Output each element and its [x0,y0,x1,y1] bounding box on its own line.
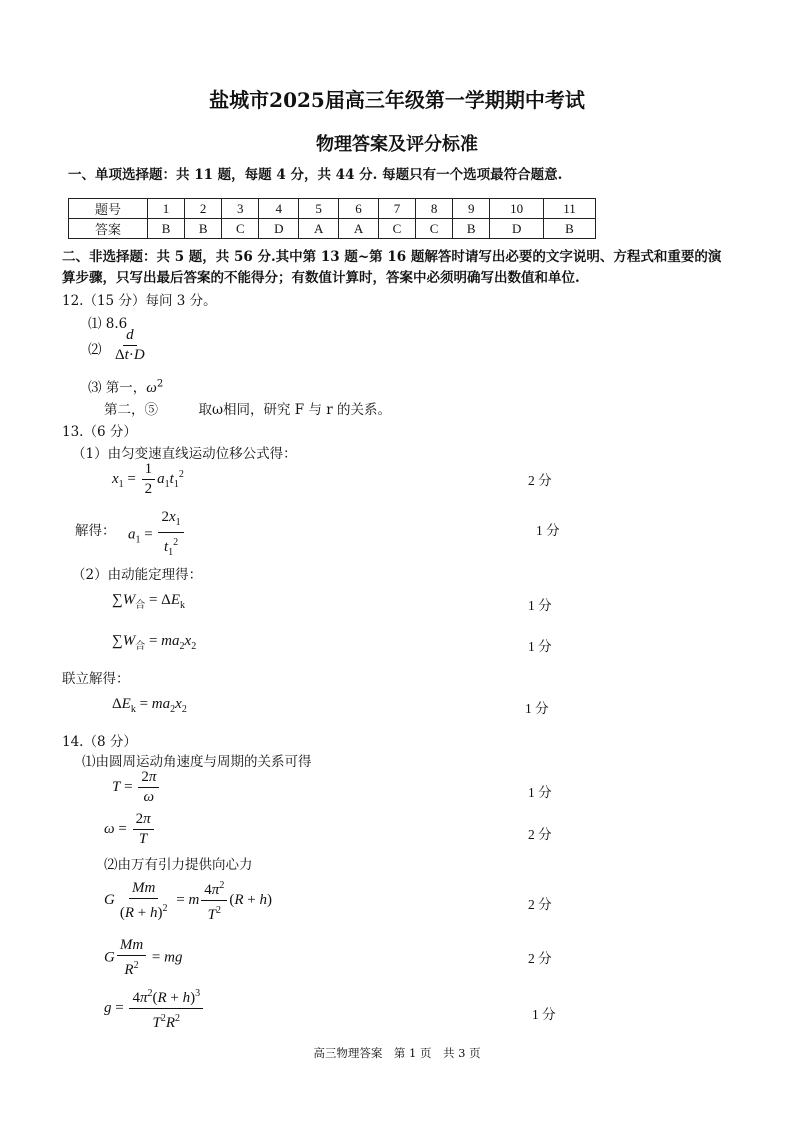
q14-formula-gravity: G $\frac{Mm}{(R + h)^2}$ = m $\frac{4\pi^2}{T^2}$ (R + h) [104,876,272,925]
subscript-k: k [130,704,136,715]
table-cell: 10 [490,199,544,219]
score: 1 分 [525,701,549,716]
q14-formula-gm: G $\frac{Mm}{R^2}$ = mg [104,937,183,978]
q12-part3-label: ⑶ 第一， [88,380,147,396]
q13-step2: （2）由动能定理得： [72,567,203,583]
table-cell: 4 [259,199,299,219]
score: 1 分 [532,1007,556,1022]
score: 2 分 [528,827,552,842]
table-row [69,199,596,219]
table-cell: 5 [299,199,339,219]
table-cell: 2 [185,199,222,219]
subscript-he: 合 [135,600,146,611]
table-cell: D [490,219,544,239]
table-header-number: 题号 [69,199,148,219]
score: 2 分 [528,473,552,488]
page-footer: 高三物理答案 第 1 页 共 3 页 [313,1046,481,1060]
subscript-k: k [179,600,185,611]
table-cell: A [299,219,339,239]
table-cell: 6 [339,199,379,219]
q12-part2-label: ⑵ [88,342,102,358]
q13-solve-label: 解得： [75,523,116,539]
score: 2 分 [528,951,552,966]
q12-part3-second: 第二，⑤ 取ω相同，研究 F 与 r 的关系。 [104,402,391,418]
q14-formula-omega: ω = $\frac{2\pi}{T}$ [104,810,156,849]
table-cell: D [259,219,299,239]
table-cell: A [339,219,379,239]
q13-formula-a1: $a_1$ = $\frac{2x_1}{t_1^2}$ [128,508,186,562]
q13-combine-label: 联立解得： [62,671,130,687]
table-cell: B [453,219,490,239]
q14-formula-T: T = $\frac{2\pi}{\omega}$ [112,768,161,807]
q12-part3: ⑶ 第一，$\omega^2$ [88,378,164,396]
table-cell: 3 [222,199,259,219]
score: 1 分 [528,785,552,800]
table-cell: C [416,219,453,239]
q13-formula-result: $\Delta E_k = ma_2x_2$ [112,696,187,715]
q13-heading: 13.（6 分） [62,424,137,440]
score: 1 分 [528,639,552,654]
q14-step2: ⑵由万有引力提供向心力 [104,857,253,873]
q12-part1: ⑴ 8.6 [88,316,128,332]
section-2-heading-cont: 算步骤，只写出最后答案的不能得分；有数值计算时，答案中必须明确写出数值和单位. [62,270,580,286]
q12-part2-formula: $\frac{d}{\Delta t\cdot D}$ [115,327,145,363]
table-cell: 11 [544,199,596,219]
table-cell: 9 [453,199,490,219]
q13-step1: （1）由匀变速直线运动位移公式得： [72,446,297,462]
page-subtitle: 物理答案及评分标准 [316,134,478,155]
page-title: 盐城市2025届高三年级第一学期期中考试 [209,88,585,112]
score: 1 分 [536,523,560,538]
table-row [69,219,596,239]
subscript-he: 合 [135,641,146,652]
q13-formula-work-sum: $\sum W_合 = ma_2x_2$ [112,633,197,652]
answer-table [68,198,596,239]
table-cell: 1 [148,199,185,219]
q14-formula-g: g = $\frac{4\pi^2(R + h)^3}{T^2R^2}$ [104,984,205,1033]
table-cell: C [378,219,415,239]
table-cell: B [148,219,185,239]
table-cell: B [544,219,596,239]
q13-formula-work-energy: $\sum W_合 = \Delta E_k$ [112,592,185,611]
q14-step1: ⑴由圆周运动角速度与周期的关系可得 [82,754,312,770]
table-cell: B [185,219,222,239]
score: 2 分 [528,897,552,912]
table-cell: C [222,219,259,239]
table-cell: 8 [416,199,453,219]
q12-heading: 12.（15 分）每问 3 分。 [62,293,217,309]
table-header-answer: 答案 [69,219,148,239]
q14-heading: 14.（8 分） [62,734,137,750]
table-cell: 7 [378,199,415,219]
section-2-heading: 二、非选择题：共 5 题，共 56 分.其中第 13 题~第 16 题解答时请写出必要的文字说明、方程式和重要的演 [62,249,722,265]
section-1-heading: 一、单项选择题：共 11 题，每题 4 分，共 44 分. 每题只有一个选项最符合题意. [68,167,563,183]
score: 1 分 [528,598,552,613]
q13-formula-x1: $x_1$ = $\frac{1}{2}$ $a_1t_1^2$ [112,461,184,497]
